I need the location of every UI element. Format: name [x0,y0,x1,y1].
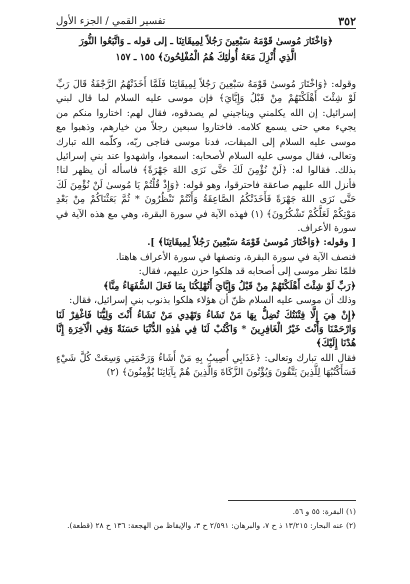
page-body [56,34,356,381]
commentary-paragraph: [ وقوله: ﴿وَاخْتَارَ مُوسىٰ قَوْمَهُ سَبْعِينَ رَجُلاً لِمِيقَاتِنَا﴾ ]. [147,237,356,249]
verse-heading-line: ﴿وَاخْتَارَ مُوسىٰ قَوْمَهُ سَبْعِينَ رَجُلاً لِمِيقَاتِنَا ـ إلى قوله ـ وَاتَّبَعُوا النُّورَ [79,36,333,47]
commentary-paragraph: ﴿إِنْ هِيَ إِلَّا فِتْنَتُكَ تُضِلُّ بِهَا مَنْ تَشَاءُ وَتَهْدِي مَنْ تَشَاءُ أَنْتَ وَلِيُّنَا فَاغْفِرْ لَنَا وَارْحَمْنَا وَأَنْتَ خَيْرُ الْغَافِرِينَ * وَاكْتُبْ لَنَا فِي هٰذِهِ الدُّنْيَا حَسَنَةً وَفِي الْآخِرَةِ إِنَّا هُدْنَا إِلَيْكَ﴾ [56,309,356,350]
commentary-paragraph: فقال الله تبارك وتعالى: ﴿عَذَابِي أُصِيبُ بِهِ مَنْ أَشَاءُ وَرَحْمَتِي وَسِعَتْ كُلَّ شَيْءٍ فَسَأَكْتُبُهَا لِلَّذِينَ يَتَّقُونَ وَيُؤْتُونَ الزَّكَاةَ وَالَّذِينَ هُمْ بِآيَاتِنَا يُؤْمِنُونَ﴾ (٢) [56,352,356,379]
footnotes [56,505,356,533]
footnote: (١) البقرة: ٥٥ و ٥٦. [292,507,356,516]
commentary-paragraph: وذلك أن موسى عليه السلام ظنّ أن هؤلاء هلكوا بذنوب بني إسرائيل، فقال: [69,295,356,307]
page-header [56,12,356,29]
running-title: تفسير القمي / الجزء الأول [56,16,166,27]
footnote-divider [228,500,356,501]
verse-heading-line: الَّذِي أُنْزِلَ مَعَهُ أُولٰئِكَ هُمُ الْمُفْلِحُونَ﴾ ١٥٥ ـ ١٥٧ [115,52,297,63]
verse-heading [56,34,356,66]
commentary-paragraph: فنصف الآية في سورة البقرة، ونصفها في سورة الأعراف هاهنا. [115,251,356,263]
commentary-paragraph: فلمّا نظر موسى إلى أصحابه قد هلكوا حزن عليهم، فقال: [138,266,356,278]
commentary-paragraph: ﴿رَبِّ لَوْ شِئْتَ أَهْلَكْتَهُمْ مِنْ قَبْلُ وَإِيَّايَ أَتُهْلِكُنَا بِمَا فَعَلَ السُّفَهَاءُ مِنَّا﴾ [103,280,356,292]
page-number: ٣٥٢ [338,15,356,28]
commentary-paragraph: وقوله: ﴿وَاخْتَارَ مُوسىٰ قَوْمَهُ سَبْعِينَ رَجُلاً لِمِيقَاتِنَا فَلَمَّا أَخَذَتْهُمُ الرَّجْفَةُ قَالَ رَبِّ لَوْ شِئْتَ أَهْلَكْتَهُمْ مِنْ قَبْلُ وَإِيَّايَ﴾ فإن موسى عليه السلام لما قال لبني إسرائيل: إن الله يكلمني ويناجيني لم يصدقوه، فقال لهم: اختاروا منكم من يجيء معي حتى يسمع كلامه. فاختاروا سبعين رجلاً من خيارهم، وذهبوا مع موسى عليه السلام إلى الميقات، فدنا موسى فناجى ربّه، وكلّمه الله تبارك وتعالى، فقال موسى عليه السلام لأصحابه: اسمعوا، واشهدوا عند بني إسرائيل بذلك. فقالوا له: ﴿لَنْ نُؤْمِنَ لَكَ حَتَّى نَرَى اللهَ جَهْرَةً﴾ فاسأله أن يظهر لنا! فأنزل الله عليهم صاعقة فاحترقوا، وهو قوله: ﴿وَإِذْ قُلْتُمْ يَا مُوسىٰ لَنْ نُؤْمِنَ لَكَ حَتَّى نَرَى اللهَ جَهْرَةً فَأَخَذَتْكُمُ الصَّاعِقَةُ وَأَنْتُمْ تَنْظُرُونَ * ثُمَّ بَعَثْنَاكُمْ مِنْ بَعْدِ مَوْتِكُمْ لَعَلَّكُمْ تَشْكُرُونَ﴾ (١) فهذه الآية في سورة البقرة، وهي مع هذه الآية في سورة الأعراف. [56,79,357,235]
footnote: (٢) عنه البحار: ١٣/٢١٥ ذ ح ٧، والبرهان: ٢/٥٩١ ح ٣، والإيقاظ من الهجعة: ١٣٦ ح ٢٨ (قطعة). [67,521,356,530]
